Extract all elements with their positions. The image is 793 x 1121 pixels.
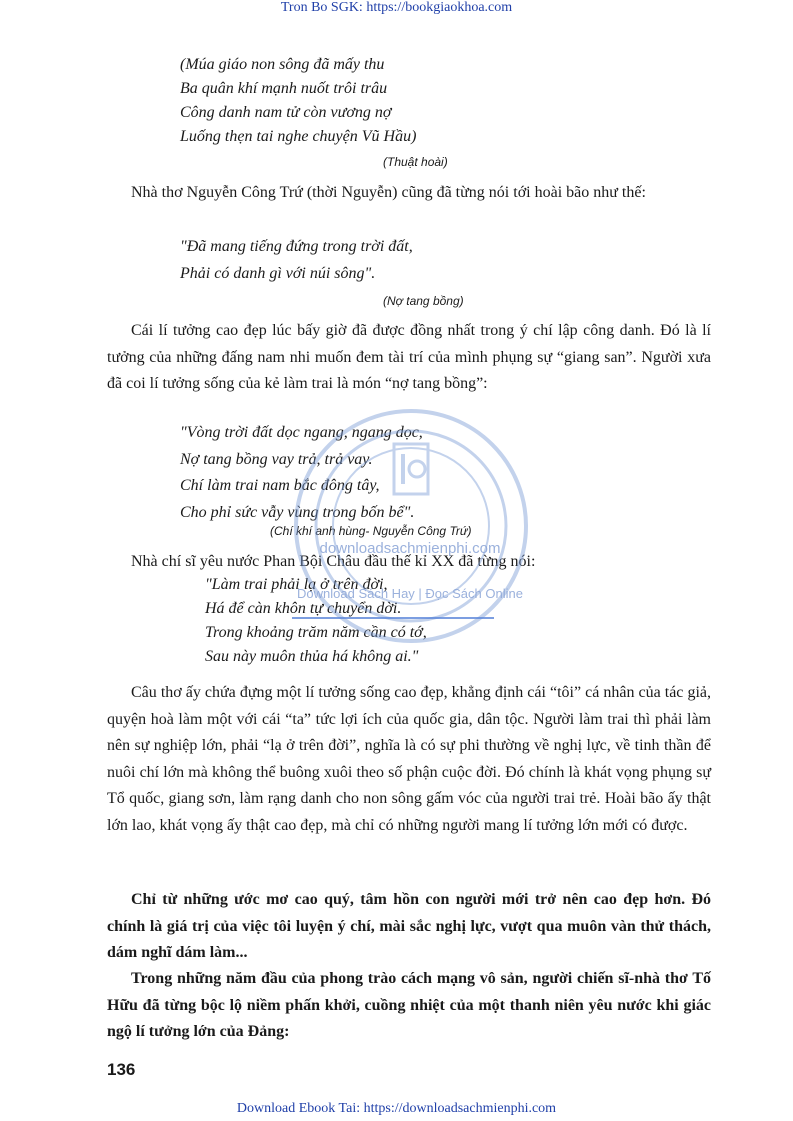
poem-line: Chí làm trai nam bắc đông tây, xyxy=(180,477,380,494)
paragraph-text: Nhà chí sĩ yêu nước Phan Bội Châu đầu thế kỉ XX đã từng nói: xyxy=(131,553,536,570)
poem-line: Phải có danh gì với núi sông". xyxy=(180,265,376,282)
watermark-site-text: downloadsachmienphi.com xyxy=(319,540,501,557)
poem-line: Cho phỉ sức vẫy vùng trong bốn bể". xyxy=(180,503,415,521)
footer-download-link[interactable]: Download Ebook Tai: https://downloadsachmienphi.com xyxy=(236,1101,557,1116)
poem-source: (Chí khí anh hùng- Nguyễn Công Trứ) xyxy=(270,524,472,538)
poem-line: Luống thẹn tai nghe chuyện Vũ Hầu) xyxy=(180,128,417,145)
poem-chi-khi-anh-hung xyxy=(180,420,423,526)
paragraph xyxy=(107,680,711,839)
paragraph xyxy=(107,887,711,967)
poem-line: (Múa giáo non sông đã mấy thu xyxy=(180,56,385,73)
paragraph-text: Trong những năm đầu của phong trào cách mạng vô sản, người chiến sĩ-nhà thơ Tố Hữu đã từng bộc lộ niềm phấn khởi, cuồng nhiệt của một thanh niên yêu nước khi giác ngộ lí tưởng lớn của Đảng: xyxy=(107,970,711,1040)
poem-line: Há để càn khôn tự chuyển dời. xyxy=(205,600,402,617)
poem-line: "Vòng trời đất dọc ngang, ngang dọc, xyxy=(180,424,423,441)
poem-line: "Làm trai phải lạ ở trên đời, xyxy=(205,576,388,593)
paragraph xyxy=(107,549,711,576)
poem-thuat-hoai xyxy=(180,53,416,149)
poem-phan-boi-chau xyxy=(205,573,427,669)
paragraph xyxy=(107,318,711,398)
poem-line: Nợ tang bồng vay trả, trả vay. xyxy=(180,450,373,468)
poem-line: Công danh nam tử còn vương nợ xyxy=(180,104,392,121)
paragraph-text: Câu thơ ấy chứa đựng một lí tưởng sống cao đẹp, khẳng định cái “tôi” cá nhân của tác giả, quyện hoà làm một với cái “ta” tức lợi ích của quốc gia, dân tộc. Người làm trai thì phải làm nên sự nghiệp lớn, phải “lạ ở trên đời”, nghĩa là có sự phi thường về nghị lực, về tinh thần để nuôi chí lớn mà không thể buông xuôi theo số phận cuộc đời. Đó chính là khát vọng phụng sự Tổ quốc, giang sơn, làm rạng danh cho non sông gấm vóc của người trai trẻ. Hoài bão ấy thật lớn lao, khát vọng ấy thật cao đẹp, mà chỉ có những người mang lí tưởng lớn mới có được. xyxy=(107,684,711,834)
poem-line: "Đã mang tiếng đứng trong trời đất, xyxy=(180,238,413,255)
paragraph xyxy=(107,966,711,1046)
watermark-tagline: Download Sách Hay | Đọc Sách Online xyxy=(297,586,523,601)
poem-source: (Thuật hoài) xyxy=(383,155,448,169)
poem-no-tang-bong xyxy=(180,233,413,287)
watermark-underline xyxy=(292,617,494,619)
paragraph xyxy=(107,180,711,207)
paragraph-text: Cái lí tưởng cao đẹp lúc bấy giờ đã được đồng nhất trong ý chí lập công danh. Đó là lí tưởng của những đấng nam nhi muốn đem tài trí của mình phụng sự “giang san”. Người xưa đã coi lí tưởng sống của kẻ làm trai là món “nợ tang bồng”: xyxy=(107,322,711,392)
poem-line: Ba quân khí mạnh nuốt trôi trâu xyxy=(180,80,388,97)
poem-source: (Nợ tang bồng) xyxy=(383,294,464,308)
header-download-link[interactable]: Tron Bo SGK: https://bookgiaokhoa.com xyxy=(280,0,513,15)
poem-line: Trong khoảng trăm năm cần có tớ, xyxy=(205,624,427,641)
poem-line: Sau này muôn thủa há không ai." xyxy=(205,648,419,665)
paragraph-text: Chỉ từ những ước mơ cao quý, tâm hồn con người mới trở nên cao đẹp hơn. Đó chính là giá trị của việc tôi luyện ý chí, mài sắc nghị lực, vượt qua muôn vàn thử thách, dám nghĩ dám làm... xyxy=(107,891,711,961)
paragraph-text: Nhà thơ Nguyễn Công Trứ (thời Nguyễn) cũng đã từng nói tới hoài bão như thế: xyxy=(131,184,646,201)
page-number: 136 xyxy=(107,1060,136,1079)
